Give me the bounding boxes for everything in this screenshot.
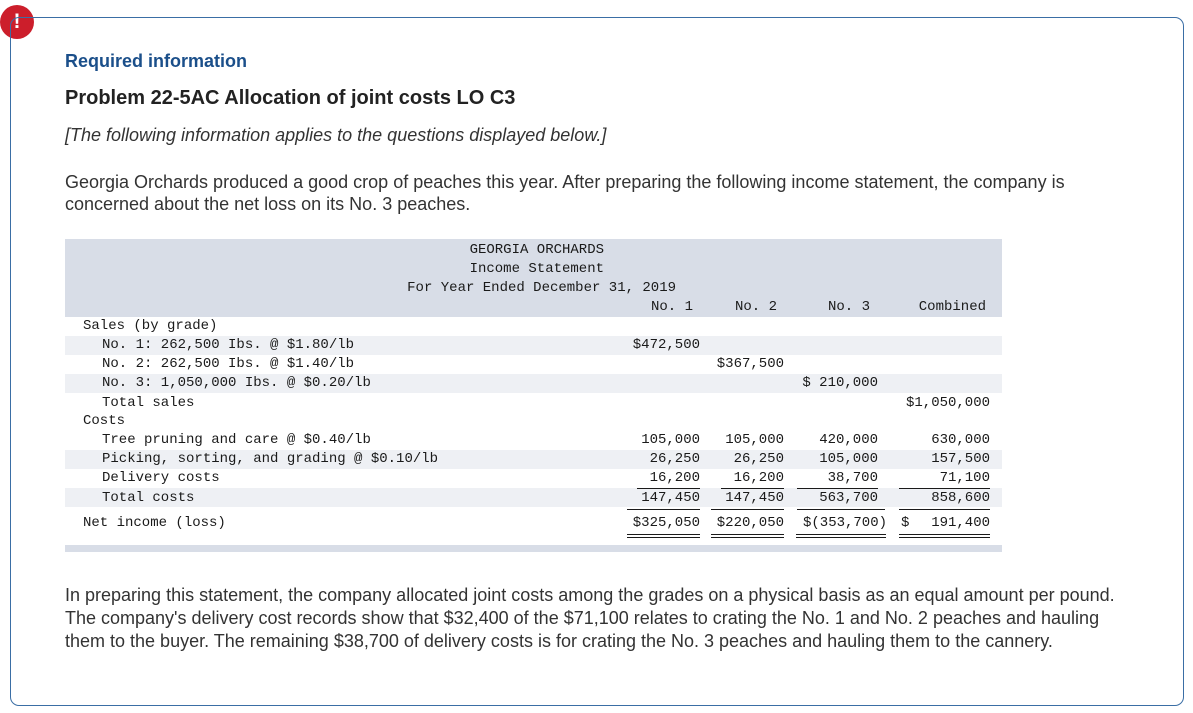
column-header-no2: No. 2 xyxy=(734,299,777,315)
double-underline xyxy=(711,534,784,535)
cost-no3-value: 420,000 xyxy=(819,432,878,448)
required-information-heading: Required information xyxy=(65,51,248,71)
total-costs-no1: 147,450 xyxy=(641,490,700,506)
closing-paragraph: In preparing this statement, the company allocated joint costs among the grades on a physical basis as an equal amount per pound. The company's delivery cost records show that $32,400 of the $71,100 relates to crating the No. 1 and No. 2 peaches and hauling them to the buyer. The remaining $38,700 of delivery costs is for crating the No. 3 peaches and hauling them to the cannery. xyxy=(65,585,1115,651)
cost-combined-value: 157,500 xyxy=(931,451,990,467)
costs-label: Costs xyxy=(83,413,126,429)
cost-combined-value: 71,100 xyxy=(939,470,990,486)
double-underline xyxy=(899,534,990,535)
double-underline xyxy=(627,537,700,538)
cost-row-label: Tree pruning and care @ $0.40/lb xyxy=(102,432,371,448)
statement-period: For Year Ended December 31, 2019 xyxy=(407,280,676,296)
total-costs-combined: 858,600 xyxy=(931,490,990,506)
statement-name: Income Statement xyxy=(469,261,604,277)
sales-row-label: No. 1: 262,500 Ibs. @ $1.80/lb xyxy=(102,337,355,353)
double-underline xyxy=(796,537,886,538)
net-income-no3: $(353,700) xyxy=(802,515,887,531)
alert-icon: ! xyxy=(0,5,34,39)
net-income-combined: 191,400 xyxy=(931,515,990,531)
intro-paragraph: Georgia Orchards produced a good crop of peaches this year. After preparing the following income statement, the company is concerned about the net loss on its No. 3 peaches. xyxy=(65,172,1065,214)
column-header-combined: Combined xyxy=(918,299,986,315)
cost-combined-value: 630,000 xyxy=(931,432,990,448)
sales-row-label: No. 2: 262,500 Ibs. @ $1.40/lb xyxy=(102,356,355,372)
double-underline xyxy=(711,537,784,538)
total-costs-no2: 147,450 xyxy=(725,490,784,506)
net-income-combined-sign: $ xyxy=(901,515,910,531)
column-header-no3: No. 3 xyxy=(827,299,870,315)
cost-no1-value: 16,200 xyxy=(649,470,700,486)
double-underline xyxy=(796,534,886,535)
total-costs-no3: 563,700 xyxy=(819,490,878,506)
sales-no2-value: $367,500 xyxy=(716,356,784,372)
cost-no3-value: 105,000 xyxy=(819,451,878,467)
net-income-label: Net income (loss) xyxy=(83,515,226,531)
underline xyxy=(797,509,885,510)
cost-no2-value: 16,200 xyxy=(733,470,784,486)
net-income-no1: $325,050 xyxy=(632,515,700,531)
cost-row-label: Delivery costs xyxy=(102,470,220,486)
net-income-no2: $220,050 xyxy=(716,515,784,531)
column-header-no1: No. 1 xyxy=(650,299,693,315)
double-underline xyxy=(899,537,990,538)
cost-no1-value: 105,000 xyxy=(641,432,700,448)
statement-bottom-bar xyxy=(65,545,1002,552)
cost-row-label: Picking, sorting, and grading @ $0.10/lb xyxy=(102,451,439,467)
double-underline xyxy=(627,534,700,535)
total-sales-combined: $1,050,000 xyxy=(905,395,990,411)
cost-no1-value: 26,250 xyxy=(649,451,700,467)
sales-no3-value: $ 210,000 xyxy=(802,375,878,391)
underline xyxy=(899,509,990,510)
underline xyxy=(627,509,700,510)
cost-no2-value: 26,250 xyxy=(733,451,784,467)
income-statement xyxy=(65,239,1002,552)
problem-title: Problem 22-5AC Allocation of joint costs LO C3 xyxy=(65,87,516,109)
applies-note: [The following information applies to the questions displayed below.] xyxy=(65,125,607,145)
sales-no1-value: $472,500 xyxy=(632,337,700,353)
total-costs-label: Total costs xyxy=(102,490,195,506)
total-sales-label: Total sales xyxy=(102,395,195,411)
statement-company: GEORGIA ORCHARDS xyxy=(469,242,604,258)
underline xyxy=(711,509,784,510)
sales-label: Sales (by grade) xyxy=(83,318,218,334)
cost-no3-value: 38,700 xyxy=(827,470,878,486)
cost-no2-value: 105,000 xyxy=(725,432,784,448)
sales-row-label: No. 3: 1,050,000 Ibs. @ $0.20/lb xyxy=(102,375,371,391)
